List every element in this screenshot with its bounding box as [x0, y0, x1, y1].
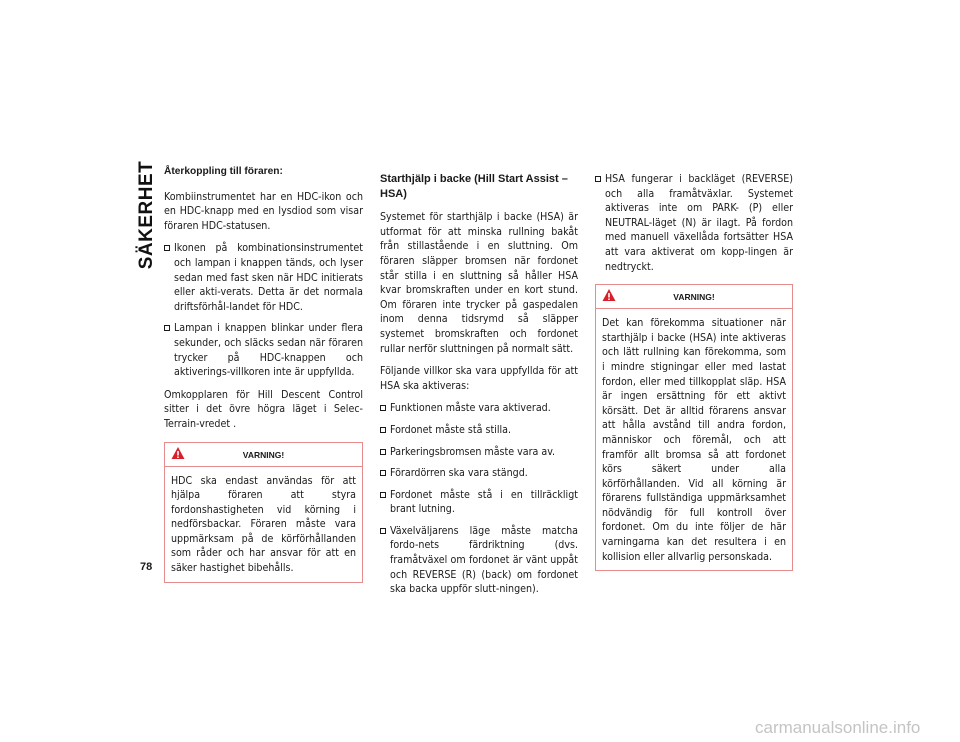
feedback-heading: Återkoppling till föraren:	[164, 166, 283, 177]
watermark: carmanualsonline.info	[755, 718, 921, 737]
list-item: Växelväljarens läge måste matcha fordo-nets färdriktning (dvs. framåtväxel om fordonet är vänt uppåt och REVERSE (R) (back) om fordonet ska backa uppför slutt-ningen).	[380, 524, 578, 597]
hsa-heading: Starthjälp i backe (Hill Start Assist – HSA)	[380, 173, 568, 200]
warning-triangle-icon	[171, 446, 185, 460]
square-bullet-icon	[380, 449, 386, 455]
list-item: Fordonet måste stå stilla.	[380, 423, 578, 438]
feedback-intro: Kombiinstrumentet har en HDC-ikon och en HDC-knapp med en lysdiod som visar föraren HDC-statusen.	[164, 190, 363, 232]
warning-header	[596, 285, 792, 309]
list-item: Lampan i knappen blinkar under flera sekunder, och släcks sedan när föraren trycker på HDC-knappen och aktiverings-villkoren inte är uppfyllda.	[164, 321, 363, 379]
warning-box-hsa	[595, 284, 793, 571]
warning-box-hdc	[164, 442, 363, 583]
square-bullet-icon	[380, 528, 386, 534]
hsa-conditions-list	[380, 401, 578, 597]
list-item: Funktionen måste vara aktiverad.	[380, 401, 578, 416]
list-item: Parkeringsbromsen måste vara av.	[380, 445, 578, 460]
list-item: Förardörren ska vara stängd.	[380, 466, 578, 481]
section-tab-label: SÄKERHET	[136, 160, 157, 270]
square-bullet-icon	[380, 427, 386, 433]
hsa-description: Systemet för starthjälp i backe (HSA) är utformat för att minska rullning bakåt från stillastående i en sluttning. Om föraren släpper bromsen när fordonet står stilla i en sluttning så håller HSA kvar bromskraften under en kort stund. Om föraren inte trycker på gaspedalen inom denna tidsrymd så släpper systemet bromskraften och fordonet rullar nerför sluttningen på normalt sätt.	[380, 211, 578, 355]
hsa-gear-list	[595, 172, 793, 274]
page-number: 78	[140, 561, 153, 573]
square-bullet-icon	[380, 492, 386, 498]
feedback-list	[164, 241, 363, 379]
square-bullet-icon	[595, 176, 601, 182]
square-bullet-icon	[164, 325, 170, 331]
hsa-conditions-intro: Följande villkor ska vara uppfyllda för att HSA ska aktiveras:	[380, 365, 578, 392]
list-item: Fordonet måste stå i en tillräckligt brant lutning.	[380, 488, 578, 517]
square-bullet-icon	[380, 470, 386, 476]
warning-text: HDC ska endast användas för att hjälpa föraren att styra fordonshastigheten vid körning i nedförsbackar. Föraren måste vara uppmärksam på de körförhållanden som råder och har ansvar för att en säker hastighet bibehålls.	[171, 474, 356, 575]
warning-title: VARNING!	[242, 449, 285, 460]
list-item: Ikonen på kombinationsinstrumentet och lampan i knappen tänds, och lyser sedan med fast sken när HDC initierats eller akti-verats. Detta är det normala driftsförhål-landet för HDC.	[164, 241, 363, 314]
section-tab	[136, 160, 157, 270]
warning-text: Det kan förekomma situationer när starthjälp i backe (HSA) inte aktiveras och lätt rullning kan förekomma, som i mindre stigningar eller med lastat fordon, eller med tillkopplat släp. HSA är ingen ersättning för ett aktivt körsätt. Det är alltid förarens ansvar att hålla avstånd till andra fordon, människor och föremål, och att framför allt bromsa så att fordonet körs säkert under alla körförhållanden. Vid all körning är förarens fullständiga uppmärksamhet nödvändig för full kontroll över fordonet. Om du inte följer de här varningarna kan det resultera i en kollision eller allvarlig personskada.	[602, 317, 786, 563]
column-right	[595, 172, 793, 571]
list-item: HSA fungerar i backläget (REVERSE) och alla framåtväxlar. Systemet aktiveras inte om PARK- (P) eller NEUTRAL-läget (N) är ilagt. På fordon med manuell växellåda fortsätter HSA att vara aktiverat om kopp-lingen är nedtryckt.	[595, 172, 793, 274]
column-left	[164, 165, 363, 583]
hdc-switch-location: Omkopplaren för Hill Descent Control sitter i det övre högra läget i Selec-Terrain-vredet .	[164, 388, 363, 430]
column-middle	[380, 172, 578, 605]
square-bullet-icon	[164, 245, 170, 251]
square-bullet-icon	[380, 405, 386, 411]
warning-header	[165, 443, 362, 467]
warning-triangle-icon	[602, 288, 616, 302]
warning-title: VARNING!	[673, 292, 715, 303]
